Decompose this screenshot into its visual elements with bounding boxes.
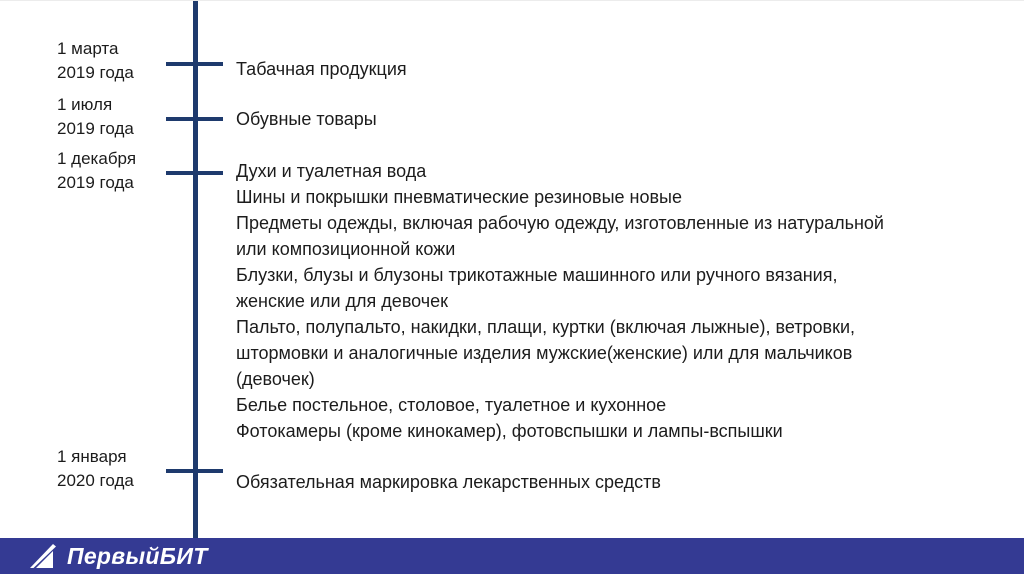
event-item-line: Белье постельное, столовое, туалетное и кухонное [236, 395, 667, 415]
event-item-line: Табачная продукция [236, 59, 407, 79]
event-item-line: (девочек) [236, 369, 315, 389]
timeline-axis [193, 1, 198, 544]
event-item-line: Предметы одежды, включая рабочую одежду, изготовленные из натуральной [236, 213, 884, 233]
event-date-line: 1 января [57, 447, 127, 466]
logo-text: ПервыйБИТ [67, 542, 208, 569]
event-item-line: Блузки, блузы и блузоны трикотажные машинного или ручного вязания, [236, 265, 838, 285]
event-item-line: Шины и покрышки пневматические резиновые новые [236, 187, 682, 207]
event-date-line: 2019 года [57, 119, 134, 138]
event-items [236, 158, 884, 444]
event-date-line: 2019 года [57, 63, 134, 82]
event-date-line: 1 декабря [57, 149, 137, 168]
event-item-line: Пальто, полупальто, накидки, плащи, куртки (включая лыжные), ветровки, [236, 317, 856, 337]
event-date [57, 445, 177, 493]
event-item-line: штормовки и аналогичные изделия мужские(женские) или для мальчиков [236, 343, 853, 363]
event-item-line: Фотокамеры (кроме кинокамер), фотовспышки и лампы-вспышки [236, 421, 783, 441]
footer-bar [0, 538, 1024, 574]
company-logo [30, 543, 208, 570]
event-date [57, 147, 177, 195]
event-date-line: 1 марта [57, 39, 119, 58]
event-items [236, 106, 377, 132]
event-date-line: 2020 года [57, 471, 134, 490]
event-item-line: женские или для девочек [236, 291, 449, 311]
event-date-line: 1 июля [57, 95, 113, 114]
event-date [57, 37, 177, 85]
sail-icon [30, 543, 60, 569]
event-item-line: Обувные товары [236, 109, 377, 129]
event-item-line: Обязательная маркировка лекарственных средств [236, 472, 661, 492]
event-item-line: или композиционной кожи [236, 239, 456, 259]
event-date-line: 2019 года [57, 173, 134, 192]
event-items [236, 56, 407, 82]
event-items [236, 469, 661, 495]
event-item-line: Духи и туалетная вода [236, 161, 427, 181]
event-date [57, 93, 177, 141]
